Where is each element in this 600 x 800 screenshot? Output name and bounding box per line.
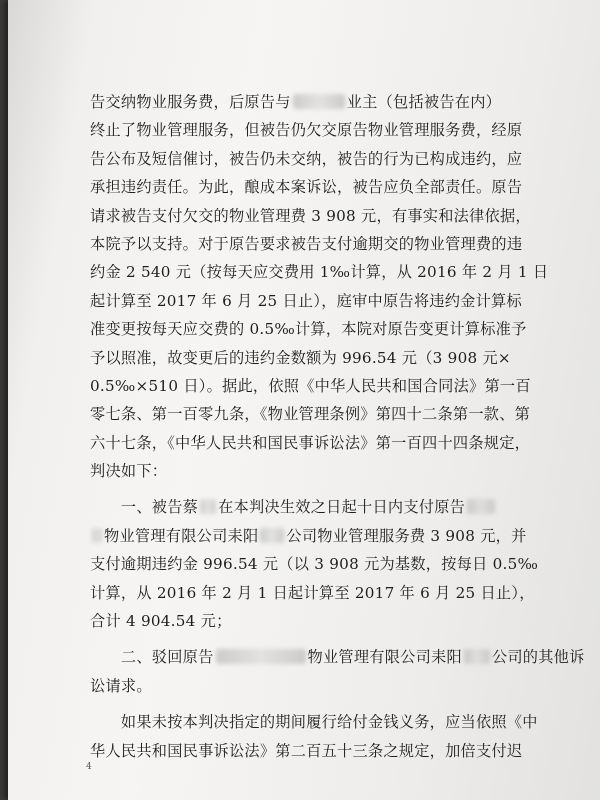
text-fragment: 公司物业管理服务费 3 908 元，并 (286, 526, 527, 545)
text-fragment: 物业管理有限公司耒阳 (307, 648, 462, 667)
text-fragment: 准变更按每天应交费的 0.5‰计算，本院对原告变更计算标准予 (90, 320, 527, 339)
text-fragment: 本院予以支持。对于原告要求被告支付逾期交的物业管理费的违 (90, 234, 523, 253)
text-fragment: 讼请求。 (90, 676, 152, 695)
text-fragment: 予以照准，故变更后的违约金数额为 996.54 元（3 908 元× (90, 348, 511, 367)
text-line (90, 202, 531, 230)
text-fragment: 二、驳回原告 (90, 648, 214, 667)
text-line (90, 579, 535, 607)
text-fragment: 一、被告蔡 (90, 498, 199, 517)
redacted-name (260, 528, 284, 543)
text-line (90, 457, 520, 485)
text-fragment: 华人民共和国民事诉讼法》第二百五十三条之规定，加倍支付迟 (90, 741, 523, 760)
text-line (90, 258, 549, 286)
text-fragment: 在本判决生效之日起十日内支付原告 (218, 498, 466, 517)
redacted-name (293, 94, 345, 109)
redacted-name (216, 649, 306, 664)
text-line (90, 643, 585, 671)
text-fragment: 告公布及短信催讨，被告仍未交纳，被告的行为已构成违约，应 (90, 149, 523, 168)
text-line (90, 522, 527, 550)
text-fragment: 如果未按本判决指定的期间履行给付金钱义务，应当依照《中 (90, 713, 538, 732)
text-line (90, 607, 520, 635)
text-line (90, 116, 523, 144)
text-fragment: 请求被告支付欠交的物业管理费 3 908 元，有事实和法律依据， (90, 206, 531, 225)
text-fragment: 公司的其他诉 (491, 648, 585, 667)
text-fragment: 告交纳物业服务费，后原告与 (90, 93, 291, 111)
page-number: 4 (86, 762, 92, 772)
text-line (90, 429, 531, 457)
text-fragment: 承担违约责任。为此，酿成本案诉讼，被告应负全部责任。原告 (90, 178, 523, 197)
text-line (90, 287, 520, 315)
text-line (90, 372, 531, 400)
text-line (90, 400, 531, 428)
text-line (90, 230, 523, 258)
text-line (90, 737, 523, 765)
text-line (90, 550, 539, 578)
text-fragment: 支付逾期违约金 996.54 元（以 3 908 元为基数，按每日 0.5‰ (90, 555, 539, 574)
text-line (90, 493, 520, 521)
redacted-name (92, 528, 102, 543)
text-line (90, 708, 538, 736)
redacted-name (200, 499, 216, 514)
text-line (90, 315, 527, 343)
text-fragment: 约金 2 540 元（按每天应交费用 1‰计算，从 2016 年 2 月 1 日 (90, 263, 549, 282)
text-line (90, 145, 523, 173)
text-fragment: 物业管理有限公司耒阳 (104, 526, 259, 545)
text-fragment: 合计 4 904.54 元； (90, 612, 232, 631)
text-fragment: 起计算至 2017 年 6 月 25 日止），庭审中原告将违约金计算标 (90, 291, 522, 310)
text-fragment: 业主（包括被告在内） (346, 93, 502, 111)
redacted-name (467, 499, 495, 514)
text-fragment: 判决如下： (90, 462, 168, 481)
text-fragment: 终止了物业管理服务，但被告仍欠交原告物业管理服务费，经原 (90, 121, 523, 140)
redacted-name (464, 649, 490, 664)
text-line (90, 173, 523, 201)
document-page (8, 0, 600, 800)
text-line (90, 88, 520, 116)
text-line (90, 672, 520, 700)
text-fragment: 六十七条，《中华人民共和国民事诉讼法》第一百四十四条规定， (90, 433, 531, 452)
text-fragment: 计算，从 2016 年 2 月 1 日起计算至 2017 年 6 月 25 日止）， (90, 583, 535, 602)
text-line (90, 344, 520, 372)
text-fragment: 零七条、第一百零九条，《物业管理条例》第四十二条第一款、第 (90, 405, 531, 424)
text-fragment: 0.5‰×510 日）。据此，依照《中华人民共和国合同法》第一百 (90, 376, 531, 395)
judgment-text (90, 88, 585, 765)
